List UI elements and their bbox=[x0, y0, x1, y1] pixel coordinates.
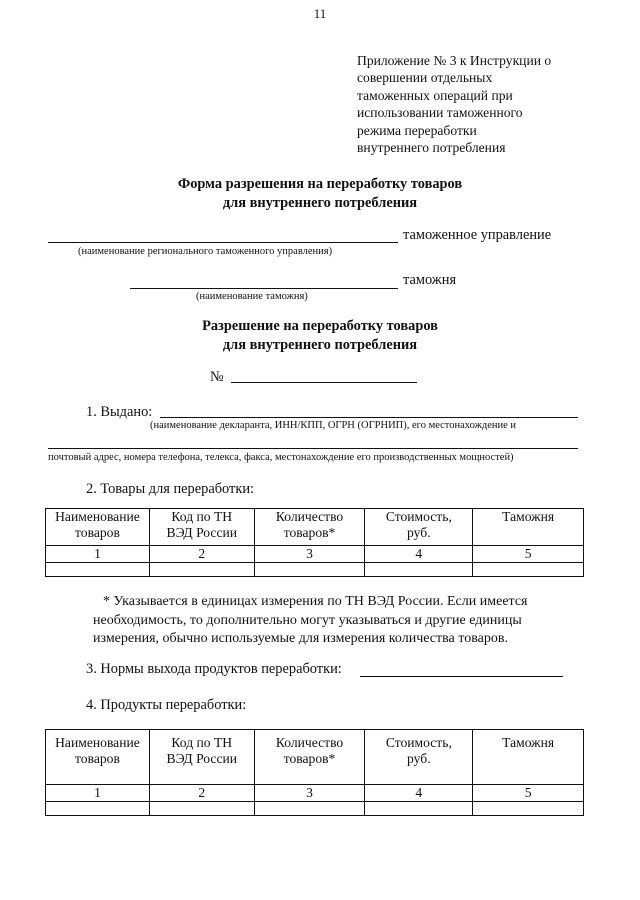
annex-reference bbox=[357, 52, 627, 156]
table-cell[interactable] bbox=[473, 802, 584, 816]
table-cell[interactable] bbox=[365, 563, 473, 577]
table-cell[interactable] bbox=[473, 563, 584, 577]
header-cost: Стоимость, руб. bbox=[365, 730, 473, 785]
header-code: Код по ТН ВЭД России bbox=[149, 509, 254, 546]
header-cost: Стоимость, руб. bbox=[365, 509, 473, 546]
form-title-line: для внутреннего потребления bbox=[222, 195, 418, 211]
customs-admin-caption: (наименование регионального таможенного управления) bbox=[78, 246, 333, 257]
annex-line: таможенных операций при bbox=[357, 87, 513, 103]
column-number: 5 bbox=[473, 785, 584, 802]
header-name: Наименование товаров bbox=[46, 730, 150, 785]
issued-label: 1. Выдано: bbox=[86, 404, 153, 420]
issued-caption-1: (наименование декларанта, ИНН/КПП, ОГРН (ОГРНИП), его местонахождение и bbox=[150, 420, 517, 431]
section4-label: 4. Продукты переработки: bbox=[86, 697, 247, 713]
annex-line: использовании таможенного bbox=[357, 105, 523, 121]
header-quantity: Количество товаров* bbox=[254, 730, 365, 785]
header-customs: Таможня bbox=[473, 730, 584, 785]
table-cell[interactable] bbox=[254, 802, 365, 816]
footnote-line: необходимость, то дополнительно могут указываться и другие единицы bbox=[93, 612, 522, 628]
header-customs: Таможня bbox=[473, 509, 584, 546]
annex-line: режима переработки bbox=[357, 122, 477, 138]
table-cell[interactable] bbox=[46, 802, 150, 816]
column-number: 2 bbox=[149, 546, 254, 563]
section3-label: 3. Нормы выхода продуктов переработки: bbox=[86, 661, 342, 677]
column-number: 1 bbox=[46, 546, 150, 563]
column-number: 4 bbox=[365, 546, 473, 563]
permit-title-line: Разрешение на переработку товаров bbox=[202, 318, 438, 334]
header-name: Наименование товаров bbox=[46, 509, 150, 546]
table-header-row bbox=[46, 509, 584, 546]
issued-caption-2: почтовый адрес, номера телефона, телекса, факса, местонахождение его производственных мощностей) bbox=[48, 452, 514, 463]
column-number: 5 bbox=[473, 546, 584, 563]
column-number: 3 bbox=[254, 546, 365, 563]
annex-line: совершении отдельных bbox=[357, 70, 493, 86]
issued-field[interactable] bbox=[160, 403, 578, 418]
table-cell[interactable] bbox=[254, 563, 365, 577]
column-number: 4 bbox=[365, 785, 473, 802]
permit-number-field[interactable] bbox=[231, 368, 417, 383]
permit-title-line: для внутреннего потребления bbox=[222, 337, 418, 353]
customs-caption: (наименование таможня) bbox=[196, 291, 308, 302]
page-number: 11 bbox=[313, 6, 327, 21]
table-header-row bbox=[46, 730, 584, 785]
products-table bbox=[45, 729, 584, 816]
annex-line: внутреннего потребления bbox=[357, 140, 506, 156]
table-number-row bbox=[46, 785, 584, 802]
footnote-line: * Указывается в единицах измерения по ТН ВЭД России. Если имеется bbox=[103, 594, 528, 609]
table-cell[interactable] bbox=[149, 563, 254, 577]
form-title bbox=[0, 175, 640, 213]
customs-admin-field[interactable] bbox=[48, 228, 398, 243]
column-number: 3 bbox=[254, 785, 365, 802]
table-cell[interactable] bbox=[365, 802, 473, 816]
number-label: № bbox=[210, 369, 224, 385]
section2-label: 2. Товары для переработки: bbox=[86, 481, 255, 497]
permit-title bbox=[0, 317, 640, 355]
footnote bbox=[93, 593, 580, 649]
footnote-line: измерения, обычно используемые для измерения количества товаров. bbox=[93, 631, 508, 646]
table-number-row bbox=[46, 546, 584, 563]
table-cell[interactable] bbox=[149, 802, 254, 816]
customs-admin-label: таможенное управление bbox=[403, 227, 552, 243]
annex-line: Приложение № 3 к Инструкции о bbox=[357, 53, 552, 68]
goods-table bbox=[45, 508, 584, 577]
table-row bbox=[46, 563, 584, 577]
table-cell[interactable] bbox=[46, 563, 150, 577]
customs-label: таможня bbox=[403, 272, 457, 288]
yield-norms-field[interactable] bbox=[360, 662, 563, 677]
column-number: 1 bbox=[46, 785, 150, 802]
customs-field[interactable] bbox=[130, 274, 398, 289]
header-code: Код по ТН ВЭД России bbox=[149, 730, 254, 785]
header-quantity: Количество товаров* bbox=[254, 509, 365, 546]
column-number: 2 bbox=[149, 785, 254, 802]
form-title-line: Форма разрешения на переработку товаров bbox=[177, 176, 463, 192]
issued-field-2[interactable] bbox=[48, 436, 578, 449]
table-row bbox=[46, 802, 584, 816]
